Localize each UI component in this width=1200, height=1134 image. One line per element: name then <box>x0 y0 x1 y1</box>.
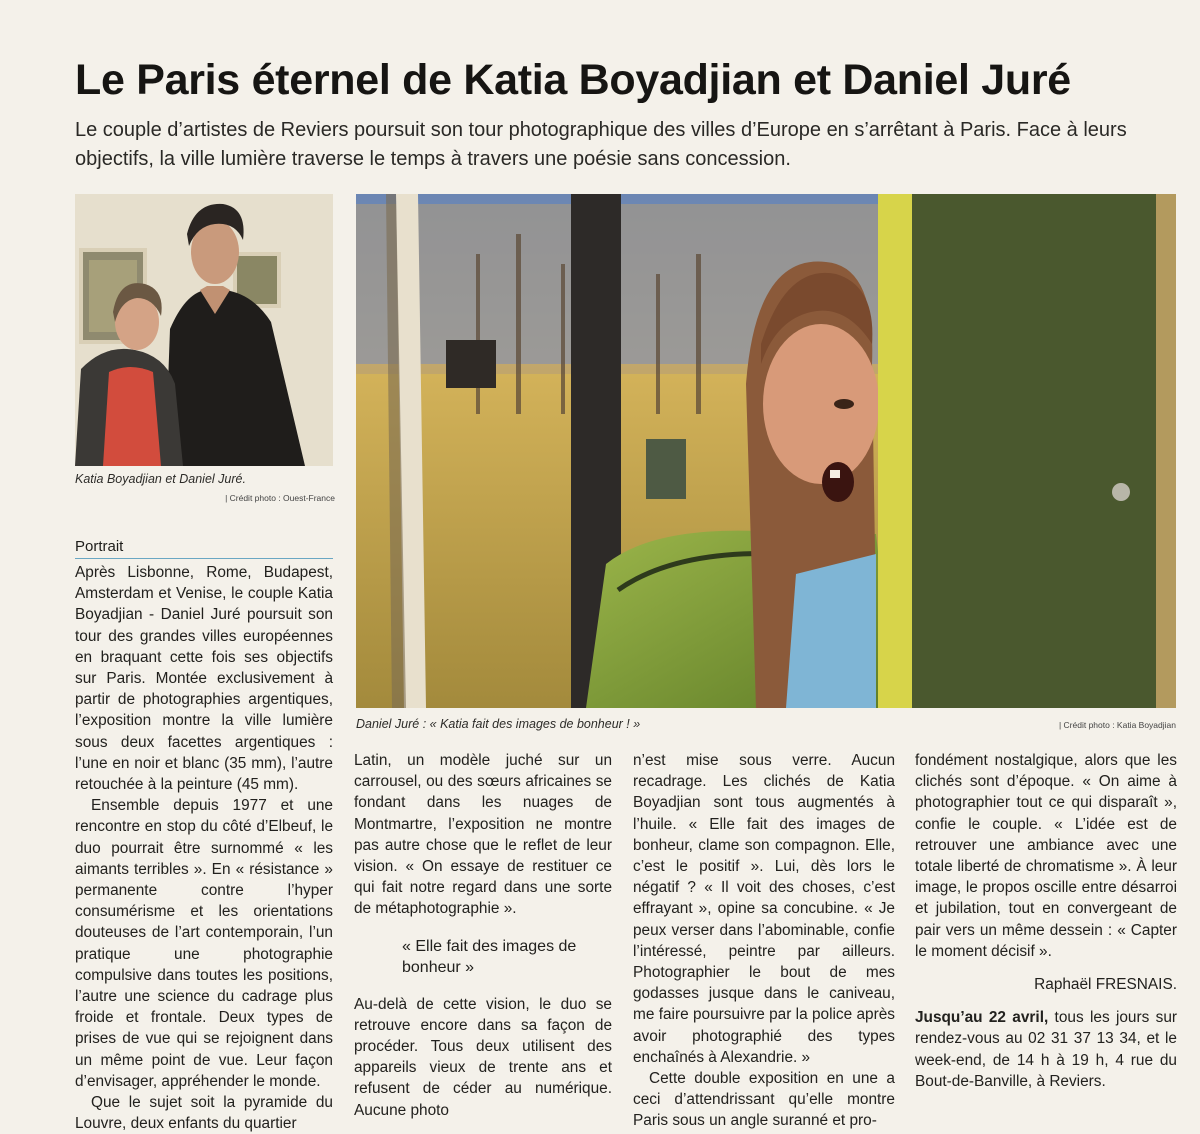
main-photo <box>356 194 1176 708</box>
info-dates: Jusqu’au 22 avril, <box>915 1009 1049 1027</box>
section-heading-portrait: Portrait <box>75 538 333 559</box>
paragraph: Au-delà de cette vision, le duo se retrouve encore dans sa façon de procéder. Tous deux utilisent des appareils vieux de trente ans et refusent de céder au numérique. Aucune photo <box>354 995 612 1119</box>
portrait-credit: | Crédit photo : Ouest-France <box>225 493 335 503</box>
portrait-caption: Katia Boyadjian et Daniel Juré. <box>75 472 246 486</box>
portrait-photo <box>75 194 333 466</box>
standfirst: Le couple d’artistes de Reviers poursuit son tour photographique des villes d’Europe en s’arrêtant à Paris. Face à leurs objectifs, la ville lumière traverse le temps à travers une poésie sans concession. <box>75 119 1127 170</box>
paragraph: fondément nostalgique, alors que les clichés sont d’époque. « On aime à photographier tout ce qui disparaît », confie le couple. « L’idée est de retrouver une ambiance avec une totale liberté de chromatisme ». À leur image, le propos oscille entre désarroi et jubilation, tout en convergeant de pair vers un même dessein : « Capter le moment décisif ». <box>915 752 1177 960</box>
paragraph: Latin, un modèle juché sur un carrousel, ou des sœurs africaines se fondant dans les nuages de Montmartre, l’exposition ne montre pas autre chose que le reflet de leur vision. « On essaye de restituer ce qui fait notre regard dans une sorte de métaphotographie ». <box>354 752 612 918</box>
paragraph: Que le sujet soit la pyramide du Louvre, deux enfants du quartier <box>75 1094 333 1133</box>
paragraph: Cette double exposition en une a ceci d’attendrissant qu’elle montre Paris sous un angle suranné et pro- <box>633 1070 895 1130</box>
headline: Le Paris éternel de Katia Boyadjian et Daniel Juré <box>75 56 1071 104</box>
paragraph: Après Lisbonne, Rome, Budapest, Amsterdam et Venise, le couple Katia Boyadjian - Daniel Juré poursuit son tour des grandes villes européennes en braquant cette fois ses objectifs sur Paris. Montée exclusivement à partir de photographies argentiques, l’exposition montre la ville lumière sous deux facettes argentiques : l’une en noir et blanc (35 mm), l’autre retouchée à la peinture (45 mm). <box>75 564 333 794</box>
article-column-3 <box>633 750 895 1132</box>
main-photo-credit: | Crédit photo : Katia Boyadjian <box>1058 720 1176 730</box>
article-column-1 <box>75 562 333 1134</box>
article-column-4 <box>915 750 1177 1092</box>
article-column-2 <box>354 750 612 1121</box>
paragraph: n’est mise sous verre. Aucun recadrage. Les clichés de Katia Boyadjian sont tous augmentés à l’huile. « Elle fait des images de bonheur, clame son compagnon. Elle, c’est le positif ». Lui, dès lors le négatif ? « Il voit des choses, c’est effrayant », opine sa concubine. « Je peux verser dans l’abominable, confie l’intéressé, peintre par ailleurs. Photographier le bout de mes godasses jusque dans le caniveau, me faire poursuivre par la police après avoir photographié des types enchaînés à Alexandrie. » <box>633 752 895 1066</box>
paragraph: Ensemble depuis 1977 et une rencontre en stop du côté d’Elbeuf, le duo pourrait être surnommé « les aimants terribles ». En « résistance » permanente contre l’hyper consumérisme et les orientations douteuses de l’art contemporain, l’un pratique une photographie compulsive dans toutes les positions, l’autre une science du cadrage plus froide et frontale. Deux types de prises de vue qui se rejoignent dans un même point de vue. Leur façon d’envisager, appréhender le monde. <box>75 797 333 1090</box>
main-photo-caption: Daniel Juré : « Katia fait des images de bonheur ! » <box>356 717 641 731</box>
info-details: tous les jours sur rendez-vous au 02 31 37 13 34, et le week-end, de 14 h à 19 h, 4 rue du Bout-de-Banville, à Reviers. <box>915 1009 1178 1090</box>
practical-info <box>915 1007 1177 1092</box>
pull-quote: « Elle fait des images de bonheur » <box>402 937 577 976</box>
author-signature: Raphaël FRESNAIS. <box>1034 976 1177 994</box>
